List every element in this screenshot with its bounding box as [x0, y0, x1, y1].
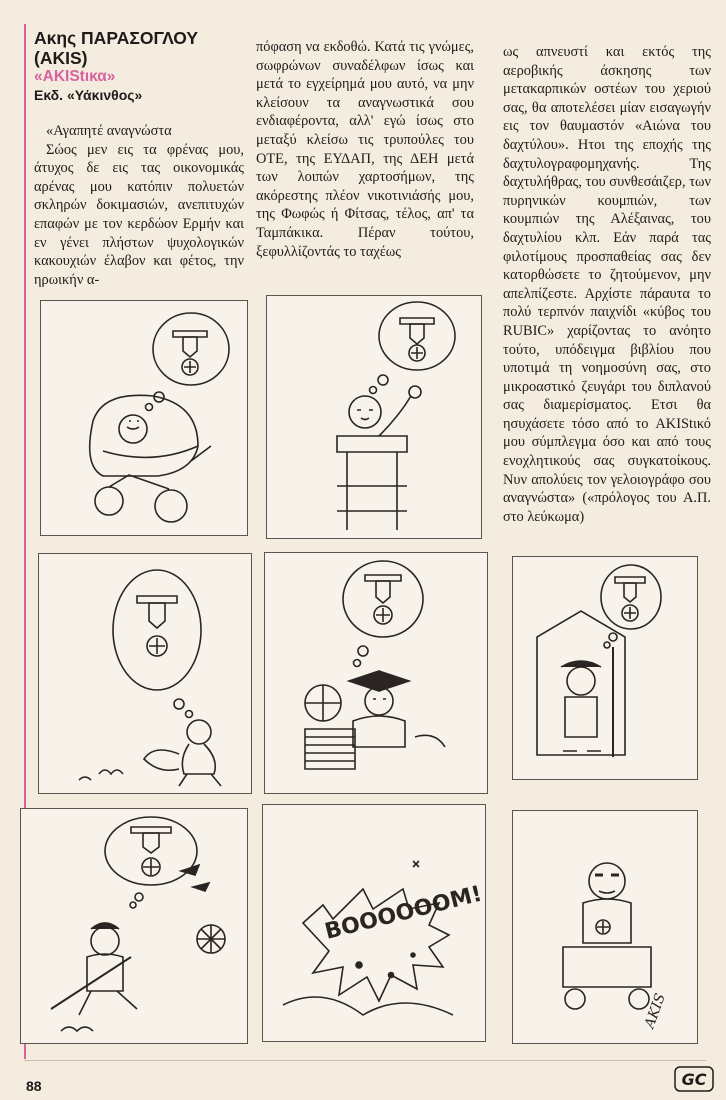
child-head — [349, 396, 381, 428]
page-number: 88 — [26, 1078, 42, 1094]
book-stack — [305, 729, 355, 769]
cartoon-panel-baby-pram — [40, 300, 248, 536]
column2-paragraph-1: πόφαση να εκδοθώ. Κατά τις γνώμες, σωφρώνων συναδέλφων ίσως και μετά το εγχείρημά μου αυτό, να μην κλείσουν τα αναγνωστικά σου ενδιαφέροντα, αλλ' εγώ ίσως στο μεταξύ κλείσω τις τρυπούλες του ΟΤΕ, της ΕΥΔΑΠ, της ΔΕΗ μετά των λοιπών χαρτοσήμων, της ακόρεστης πλέον νικοτινιάσής μου, της Φωφώς ή Φίτσας, τέλος, απ' τα Ταμπάκικα. Πέραν τούτου, ξεφυλλίζοντάς το ταχέως — [256, 39, 474, 260]
article-title-line2: (AKIS) — [34, 48, 88, 68]
bottom-rule — [24, 1060, 706, 1061]
high-chair-tray — [337, 436, 407, 452]
kid-head — [187, 720, 211, 744]
medal-icon — [615, 577, 645, 621]
column3-paragraph-1: ως απνευστί και εκτός της αεροβικής άσκησης των μετακαρπικών οστέων του χεριού σας, θα αποτελέσει μίαν εισαγωγήν εις τον θαυμαστόν «Αιώνα του δαχτύλου». Ητοι της εποχής της δαχτυλογραφομηχανής. Της δαχτυλήθρας, του συνθεσάιζερ, των πυρηνικών κουμπιών, των κουμπιών της Αλέξαινας, του δαχτυλίου κλπ. Εάν παρά τας φιλοτίμους προσπαθείας σας δεν κατορθώσετε το ζητούμενον, μην απελπίζεστε. Αρχίστε πάραυτα το πολύ τερπνόν παιχνίδι «κύβος του RUBIC» χαρίζοντας το ανόητο τούτο, υπόδειγμα βιβλίου που υποτιμά τη νοημοσύνη σας, στο μικροαστικό ζευγάρι του διπλανού σας διαμερίσματος. Ετσι θα ησυχάσετε τόσο από το AKIStικό μου σύμπλεγμα όσο και από τους ενοχλητικούς σας συγκατοίκους. Νυν απολύεις τον γελοιογράφο σου αναγνώστα» («πρόλογος του Α.Π. στο λεύκωμα) — [503, 44, 711, 525]
article-publisher: Εκδ. «Υάκινθος» — [34, 87, 143, 103]
medal-icon — [365, 575, 401, 624]
thought-bubble — [379, 302, 455, 370]
cart-box — [563, 947, 651, 987]
gc-logo-text: GC — [681, 1070, 707, 1089]
thought-bubble — [113, 570, 201, 690]
plane-icon — [181, 865, 209, 891]
cartoon-panel-kid-cape — [38, 553, 252, 794]
text-column-2 — [256, 38, 474, 261]
article-subtitle: «AKIStικα» — [34, 68, 116, 85]
medal-icon — [173, 331, 207, 375]
article-title-line1: Ακης ΠΑΡΑΣΟΓΛΟΥ — [34, 28, 199, 48]
artist-signature: AKIS — [641, 991, 669, 1031]
medal-icon — [137, 596, 177, 656]
cape — [144, 750, 179, 770]
guard-head — [567, 667, 595, 695]
column1-paragraph-1: «Αγαπητέ αναγνώστα — [46, 123, 172, 139]
mortarboard-icon — [349, 671, 409, 691]
burst-icon — [197, 925, 225, 953]
thought-bubble — [601, 565, 661, 629]
column1-paragraph-2: Σώος μεν εις τα φρένας μου, άτυχος δε εις τας οικονομικάς αρένας μου κατόπιν πολυετών σκληρών δοκιμασιών, ανεπιτυχών επαφών με τον κερδώον Ερμήν και εν γένει πλήστων ψυχολογικών κακουχιών έλαβον και φέτος, την ηρωικήν α- — [34, 141, 244, 288]
pram-hood — [90, 395, 198, 476]
explosion-text: BOOOOOOM! — [322, 881, 485, 945]
cartoon-panel-guard — [512, 556, 698, 780]
cartoon-panel-soldier-charge — [20, 808, 248, 1044]
soldier-head — [91, 927, 119, 955]
text-column-1 — [34, 28, 244, 289]
thought-bubble — [343, 561, 423, 637]
cartoon-panel-graduate — [264, 552, 488, 794]
text-column-3 — [503, 43, 711, 526]
medal-icon — [131, 827, 171, 876]
bayonet-rifle — [51, 957, 131, 1009]
medal-icon — [400, 318, 434, 361]
cartoon-panel-cart — [512, 810, 698, 1044]
cartoon-panel-high-chair — [266, 295, 482, 539]
cartoon-panel-explosion — [262, 804, 486, 1042]
gc-logo-icon — [674, 1066, 714, 1092]
